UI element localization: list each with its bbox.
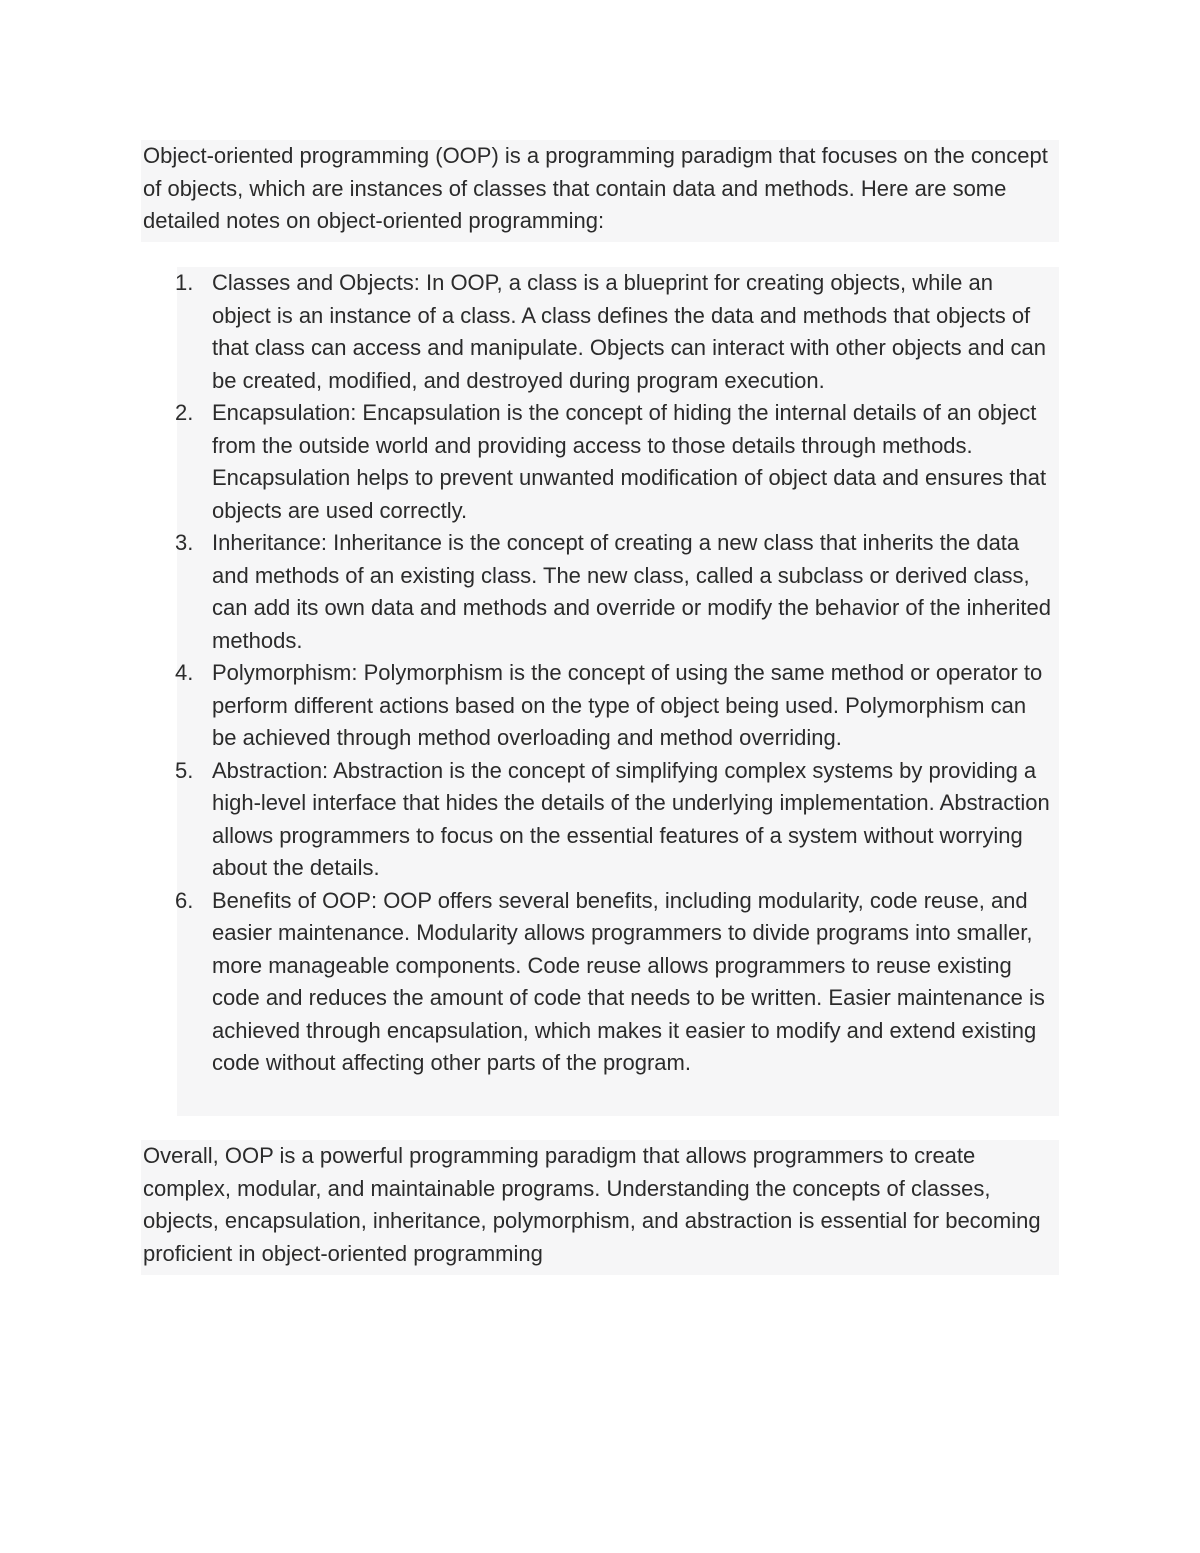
intro-paragraph: Object-oriented programming (OOP) is a programming paradigm that focuses on the concept of objects, which are instances of classes that contain data and methods. Here are some detailed notes on object-oriented programming:: [143, 143, 1048, 233]
list-item-text: Abstraction: Abstraction is the concept of simplifying complex systems by providing a high-level interface that hides the details of the underlying implementation. Abstraction allows programmers to focus on the essential features of a system without worrying about the details.: [212, 757, 1050, 880]
list-item-number: 5.: [175, 757, 194, 783]
list-item-number: 6.: [175, 887, 194, 913]
list-item: [177, 527, 1055, 657]
list-item-text: Polymorphism: Polymorphism is the concept of using the same method or operator to perform different actions based on the type of object being used. Polymorphism can be achieved through method overloading and method overriding.: [212, 660, 1043, 750]
list-item: [177, 397, 1055, 527]
list-item-text: Classes and Objects: In OOP, a class is a blueprint for creating objects, while an object is an instance of a class. A class defines the data and methods that objects of that class can access and manipulate. Objects can interact with other objects and can be created, modified, and destroyed during program execution.: [212, 270, 1047, 393]
list-item-number: 4.: [175, 660, 194, 685]
list-item-number: 3.: [175, 530, 194, 555]
list-item-text: Encapsulation: Encapsulation is the concept of hiding the internal details of an object from the outside world and providing access to those details through methods. Encapsulation helps to prevent unwanted modification of object data and ensures that objects are used correctly.: [212, 400, 1047, 523]
notes-list-block: [177, 267, 1059, 1116]
list-item: [177, 657, 1055, 755]
conclusion-paragraph: Overall, OOP is a powerful programming paradigm that allows programmers to create complex, modular, and maintainable programs. Understanding the concepts of classes, objects, encapsulation, inheritance, polymorphism, and abstraction is essential for becoming proficient in object-oriented programming: [143, 1143, 1041, 1266]
list-item: [177, 755, 1055, 885]
list-item: [177, 885, 1055, 1080]
list-item-number: 1.: [175, 270, 194, 295]
intro-paragraph-block: [141, 140, 1059, 242]
list-item-number: 2.: [175, 400, 194, 425]
notes-list: [177, 267, 1055, 1080]
conclusion-paragraph-block: [141, 1140, 1059, 1275]
list-item: [177, 267, 1055, 397]
list-item-text: Inheritance: Inheritance is the concept of creating a new class that inherits the data and methods of an existing class. The new class, called a subclass or derived class, can add its own data and methods and override or modify the behavior of the inherited methods.: [212, 530, 1051, 653]
list-item-text: Benefits of OOP: OOP offers several benefits, including modularity, code reuse, and easier maintenance. Modularity allows programmers to divide programs into smaller, more manageable components. Code reuse allows programmers to reuse existing code and reduces the amount of code that needs to be written. Easier maintenance is achieved through encapsulation, which makes it easier to modify and extend existing code without affecting other parts of the program.: [212, 887, 1045, 1075]
